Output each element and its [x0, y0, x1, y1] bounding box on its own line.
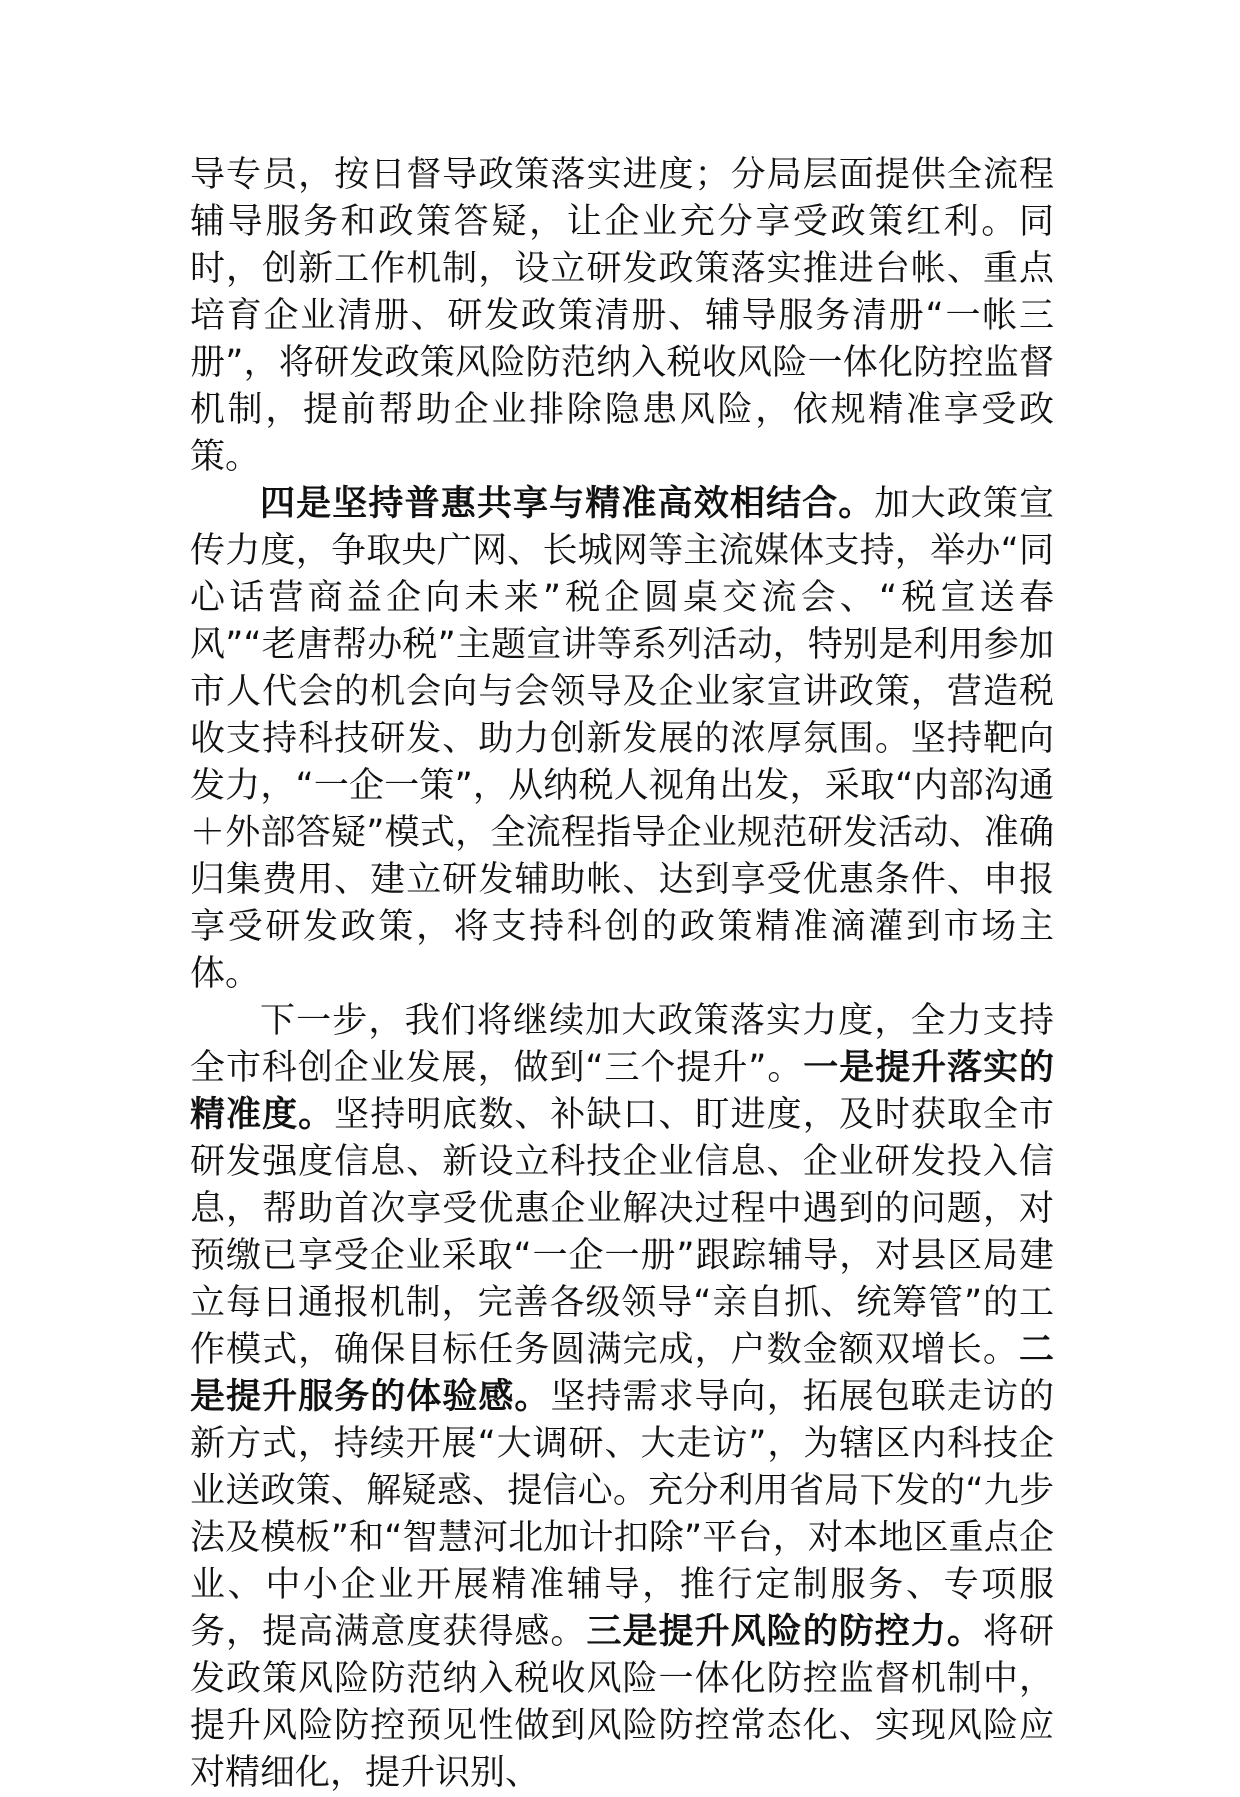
paragraph-2-heading: 四是坚持普惠共享与精准高效相结合。	[260, 484, 875, 524]
paragraph-1	[190, 152, 1054, 481]
paragraph-3-point-2-heading: 二是提升服务的体验感。	[190, 1330, 1054, 1417]
document-page	[190, 152, 1054, 1797]
paragraph-1-text: 导专员，按日督导政策落实进度；分局层面提供全流程辅导服务和政策答疑，让企业充分享受政策红利。同时，创新工作机制，设立研发政策落实推进台帐、重点培育企业清册、研发政策清册、辅导服务清册“一帐三册”，将研发政策风险防范纳入税收风险一体化防控监督机制，提前帮助企业排除隐患风险，依规精准享受政策。	[190, 155, 1054, 477]
paragraph-2	[190, 481, 1054, 998]
paragraph-3-point-1-heading: 一是提升落实的精准度。	[190, 1048, 1054, 1135]
paragraph-3-intro: 下一步，我们将继续加大政策落实力度，全力支持全市科创企业发展，做到“三个提升”。	[190, 1001, 1054, 1088]
paragraph-2-text: 加大政策宣传力度，争取央广网、长城网等主流媒体支持，举办“同心话营商益企向未来”税企圆桌交流会、“税宣送春风”“老唐帮办税”主题宣讲等系列活动，特别是利用参加市人代会的机会向与会领导及企业家宣讲政策，营造税收支持科技研发、助力创新发展的浓厚氛围。坚持靶向发力，“一企一策”，从纳税人视角出发，采取“内部沟通＋外部答疑”模式，全流程指导企业规范研发活动、准确归集费用、建立研发辅助帐、达到享受优惠条件、申报享受研发政策，将支持科创的政策精准滴灌到市场主体。	[190, 484, 1054, 994]
paragraph-3	[190, 998, 1054, 1797]
paragraph-3-point-2-text: 坚持需求导向，拓展包联走访的新方式，持续开展“大调研、大走访”，为辖区内科技企业送政策、解疑惑、提信心。充分利用省局下发的“九步法及模板”和“智慧河北加计扣除”平台，对本地区重点企业、中小企业开展精准辅导，推行定制服务、专项服务，提高满意度获得感。	[190, 1377, 1054, 1652]
paragraph-3-point-1-text: 坚持明底数、补缺口、盯进度，及时获取全市研发强度信息、新设立科技企业信息、企业研发投入信息，帮助首次享受优惠企业解决过程中遇到的问题，对预缴已享受企业采取“一企一册”跟踪辅导，对县区局建立每日通报机制，完善各级领导“亲自抓、统筹管”的工作模式，确保目标任务圆满完成，户数金额双增长。	[190, 1095, 1054, 1370]
paragraph-3-point-3-heading: 三是提升风险的防控力。	[586, 1612, 983, 1652]
paragraph-3-point-3-text: 将研发政策风险防范纳入税收风险一体化防控监督机制中，提升风险防控预见性做到风险防控常态化、实现风险应对精细化，提升识别、	[190, 1612, 1054, 1793]
